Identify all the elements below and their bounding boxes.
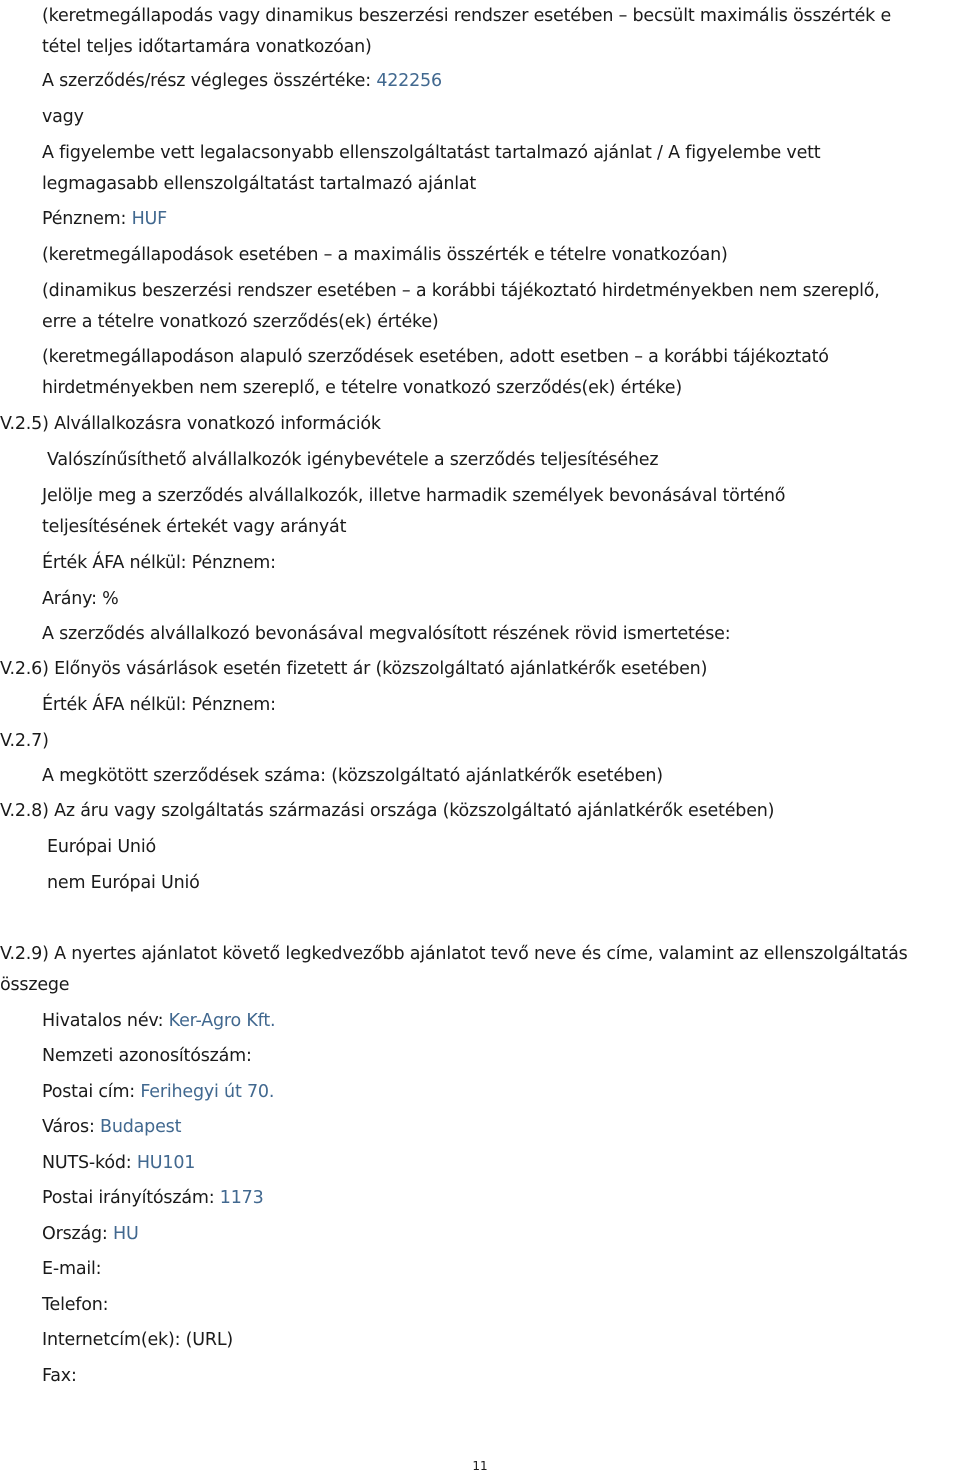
offer-range-line-1: A figyelembe vett legalacsonyabb ellenszolgáltatást tartalmazó ajánlat / A figyelembe vett [42,143,821,163]
bidder-nuts-label: NUTS-kód: [42,1153,132,1173]
currency-value: HUF [131,209,167,229]
page-number: 11 [472,1459,488,1473]
contracts-count-line: A megkötött szerződések száma: (közszolgáltató ajánlatkérők esetében) [42,766,663,786]
framework-contracts-note-line-1: (keretmegállapodáson alapuló szerződések esetében, adott esetben – a korábbi tájékoztató [42,347,829,367]
contract-value-label: A szerződés/rész végleges összértéke: [42,71,371,91]
bidder-country-line [42,1223,139,1245]
bidder-nuts-line [42,1152,195,1174]
bidder-country-label: Ország: [42,1224,108,1244]
origin-option-non-eu: nem Európai Unió [47,873,200,893]
section-v28-title: V.2.8) Az áru vagy szolgáltatás származási országa (közszolgáltató ajánlatkérők esetében) [0,801,775,821]
origin-option-eu: Európai Unió [47,837,156,857]
bidder-city-label: Város: [42,1117,95,1137]
subcontracting-value-line: Érték ÁFA nélkül: Pénznem: [42,553,276,573]
subcontracting-ratio-line: Arány: % [42,589,119,609]
subcontracting-instruction-line-1: Jelölje meg a szerződés alvállalkozók, illetve harmadik személyek bevonásával történő [42,486,786,506]
bidder-name-line [42,1010,275,1032]
contract-value: 422256 [376,71,442,91]
currency-line [42,208,167,230]
subcontracting-description-line: A szerződés alvállalkozó bevonásával megvalósított részének rövid ismertetése: [42,624,731,644]
bidder-city-line [42,1116,181,1138]
bargain-value-line: Érték ÁFA nélkül: Pénznem: [42,695,276,715]
bidder-zip-label: Postai irányítószám: [42,1188,215,1208]
bidder-address-label: Postai cím: [42,1082,135,1102]
contract-value-line [42,70,442,92]
subcontracting-likely: Valószínűsíthető alvállalkozók igénybevétele a szerződés teljesítéséhez [47,450,659,470]
framework-note-line-1: (keretmegállapodás vagy dinamikus beszerzési rendszer esetében – becsült maximális összérték e [42,6,892,26]
bidder-id-line: Nemzeti azonosítószám: [42,1046,252,1066]
currency-label: Pénznem: [42,209,127,229]
dynamic-system-note-line-1: (dinamikus beszerzési rendszer esetében – a korábbi tájékoztató hirdetményekben nem szereplő, [42,281,880,301]
section-v25-title: V.2.5) Alvállalkozásra vonatkozó információk [0,414,381,434]
bidder-name-label: Hivatalos név: [42,1011,164,1031]
framework-contracts-note-line-2: hirdetményekben nem szereplő, e tételre vonatkozó szerződés(ek) értéke) [42,378,682,398]
section-v29-title-line-1: V.2.9) A nyertes ajánlatot követő legkedvezőbb ajánlatot tevő neve és címe, valamint az ellenszolgáltatás [0,944,908,964]
bidder-country-value: HU [112,1224,139,1244]
section-v27-title: V.2.7) [0,731,49,751]
dynamic-system-note-line-2: erre a tételre vonatkozó szerződés(ek) értéke) [42,312,439,332]
section-v26-title: V.2.6) Előnyös vásárlások esetén fizetett ár (közszolgáltató ajánlatkérők esetében) [0,659,708,679]
offer-range-line-2: legmagasabb ellenszolgáltatást tartalmazó ajánlat [42,174,477,194]
bidder-zip-line [42,1187,264,1209]
bidder-address-value: Ferihegyi út 70. [140,1082,275,1102]
bidder-address-line [42,1081,274,1103]
or-separator: vagy [42,107,84,127]
bidder-web-line: Internetcím(ek): (URL) [42,1330,234,1350]
bidder-name-value: Ker-Agro Kft. [168,1011,276,1031]
bidder-fax-line: Fax: [42,1366,77,1386]
bidder-zip-value: 1173 [219,1188,264,1208]
bidder-city-value: Budapest [100,1117,182,1137]
framework-max-note: (keretmegállapodások esetében – a maximális összérték e tételre vonatkozóan) [42,245,728,265]
bidder-phone-line: Telefon: [42,1295,109,1315]
bidder-nuts-value: HU101 [136,1153,196,1173]
framework-note-line-2: tétel teljes időtartamára vonatkozóan) [42,37,372,57]
bidder-email-line: E-mail: [42,1259,102,1279]
section-v29-title-line-2: összege [0,975,70,995]
subcontracting-instruction-line-2: teljesítésének értekét vagy arányát [42,517,347,537]
